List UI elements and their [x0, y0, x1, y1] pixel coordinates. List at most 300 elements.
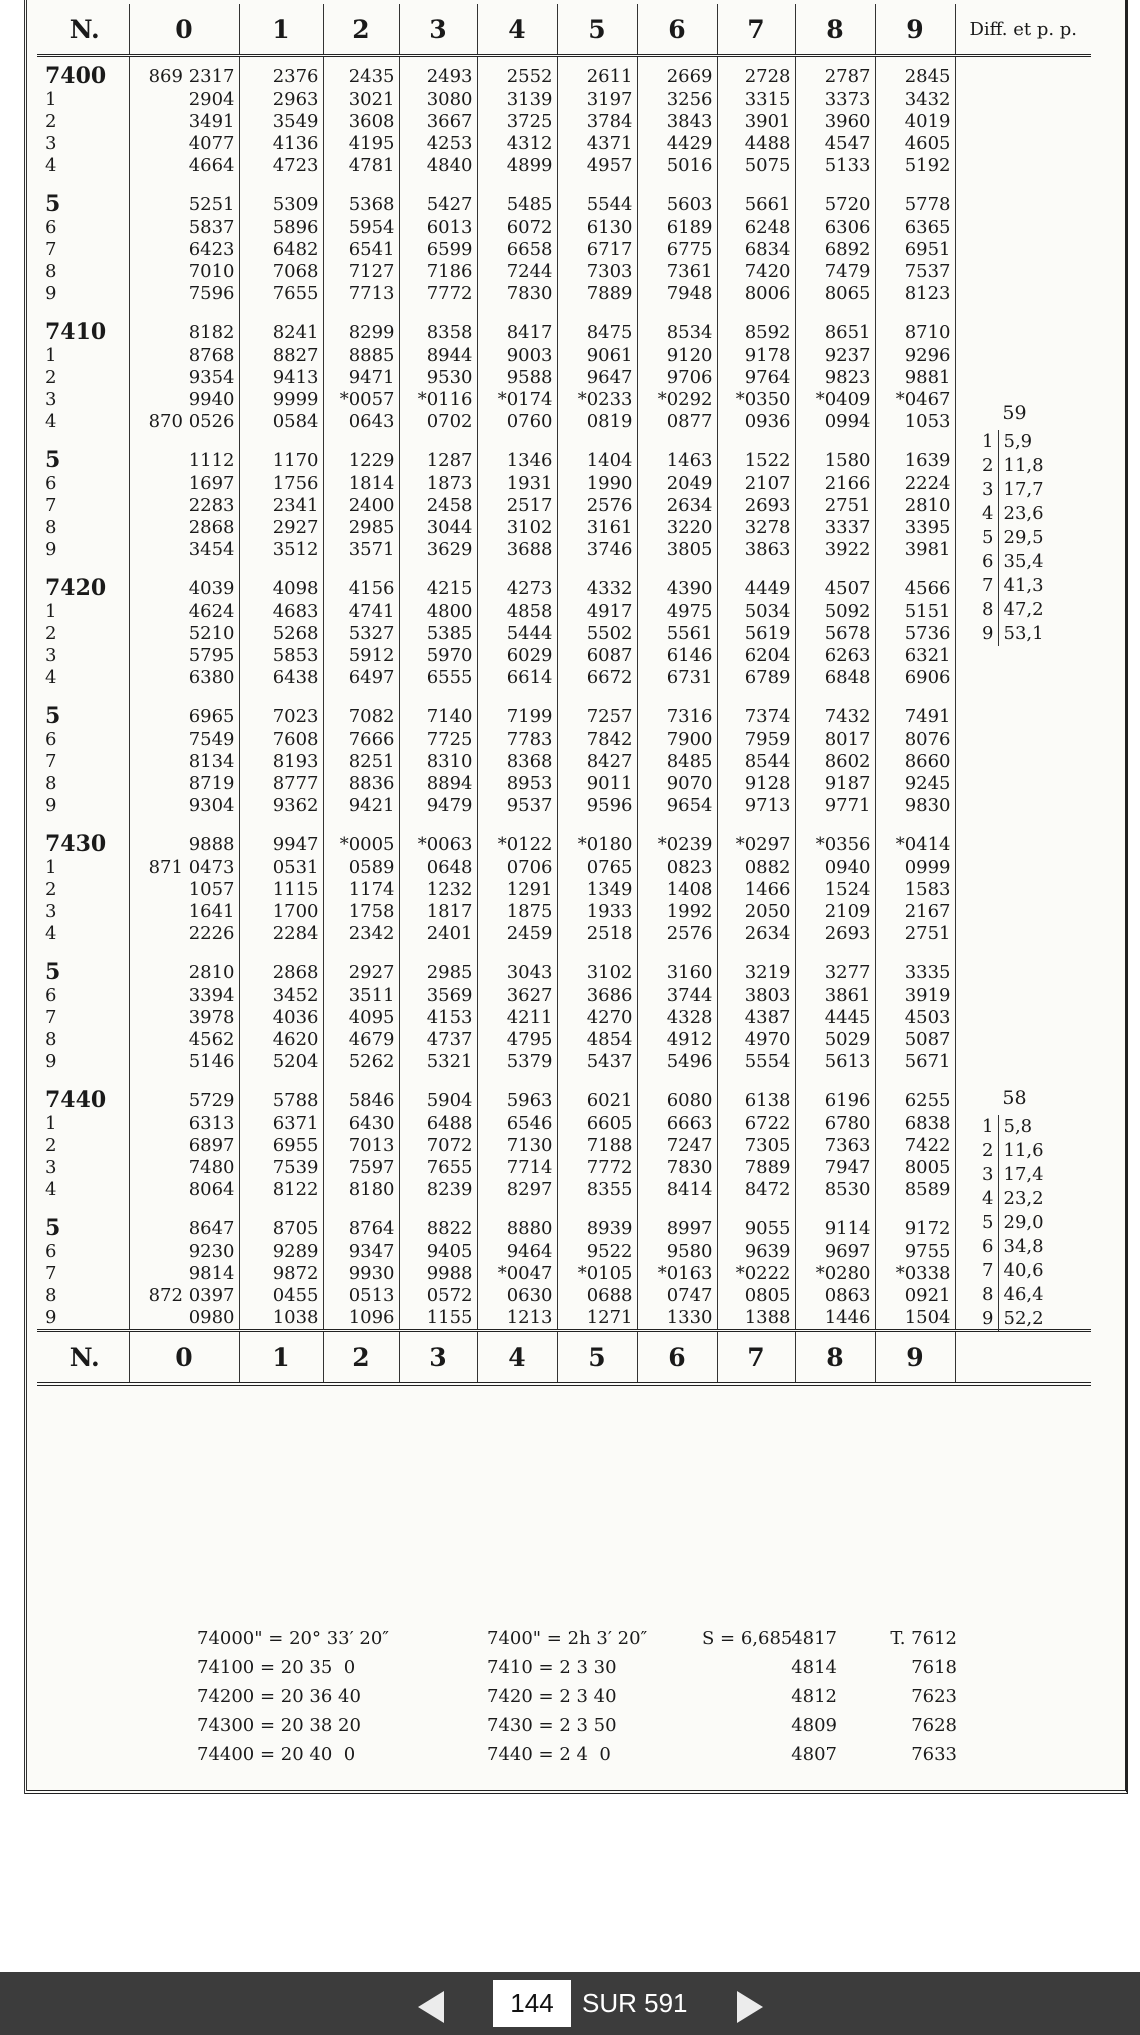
table-cell: 1992: [637, 901, 717, 923]
table-row: [37, 111, 1091, 133]
row-number: [37, 945, 129, 985]
arc-line: 74400 = 20 40 0: [197, 1744, 356, 1765]
table-cell: 2927: [239, 517, 323, 539]
s-label: S = 6,685: [702, 1628, 793, 1649]
table-cell: 870 0526: [129, 411, 239, 433]
proportional-parts-row: [976, 430, 1054, 454]
table-cell: 1408: [637, 879, 717, 901]
table-cell: 0584: [239, 411, 323, 433]
table-cell: 0760: [477, 411, 557, 433]
table-cell: 7549: [129, 729, 239, 751]
table-cell: 9061: [557, 345, 637, 367]
arc-conversions: [197, 1624, 389, 1769]
table-cell: 5795: [129, 645, 239, 667]
table-cell: 2868: [239, 945, 323, 985]
table-cell: 1580: [795, 433, 875, 473]
pp-digit: 4: [976, 1187, 999, 1211]
table-cell: 2166: [795, 473, 875, 495]
next-page-icon[interactable]: [737, 1991, 763, 2023]
table-row: [37, 1029, 1091, 1051]
table-cell: 5678: [795, 623, 875, 645]
row-number: 4: [45, 155, 57, 176]
t-value: T. 7612: [890, 1628, 957, 1649]
table-row: [37, 389, 1091, 411]
table-cell: 0940: [795, 857, 875, 879]
table-cell: 9999: [239, 389, 323, 411]
table-cell: 9654: [637, 795, 717, 817]
table-cell: 5379: [477, 1051, 557, 1073]
table-row: [37, 645, 1091, 667]
table-cell: 4737: [399, 1029, 477, 1051]
table-cell: 9413: [239, 367, 323, 389]
table-cell: 3901: [717, 111, 795, 133]
table-cell: 2728: [717, 56, 795, 90]
time-line: 7410 = 2 3 30: [487, 1657, 617, 1678]
table-cell: 3394: [129, 985, 239, 1007]
column-header-6: 6: [637, 4, 717, 56]
pp-value: 11,6: [1003, 1140, 1044, 1161]
table-cell: 5192: [875, 155, 955, 177]
table-cell: 8122: [239, 1179, 323, 1201]
table-row: [37, 901, 1091, 923]
table-cell: *0116: [399, 389, 477, 411]
table-cell: 8427: [557, 751, 637, 773]
table-cell: 0630: [477, 1285, 557, 1307]
table-cell: 8880: [477, 1201, 557, 1241]
table-row: [37, 689, 1091, 729]
table-cell: 6780: [795, 1113, 875, 1135]
table-cell: 1990: [557, 473, 637, 495]
table-cell: 4795: [477, 1029, 557, 1051]
table-cell: 7422: [875, 1135, 955, 1157]
table-cell: 6255: [875, 1073, 955, 1113]
row-number: [37, 56, 129, 90]
table-cell: 4620: [239, 1029, 323, 1051]
table-cell: 3861: [795, 985, 875, 1007]
table-cell: 6892: [795, 239, 875, 261]
row-number: 6: [45, 1241, 57, 1262]
table-cell: 5502: [557, 623, 637, 645]
table-row: [37, 433, 1091, 473]
table-row: [37, 817, 1091, 857]
t-value: 7623: [911, 1686, 957, 1707]
table-cell: 9988: [399, 1263, 477, 1285]
table-cell: 3080: [399, 89, 477, 111]
table-cell: 9237: [795, 345, 875, 367]
table-cell: 6497: [323, 667, 399, 689]
table-cell: 2669: [637, 56, 717, 90]
row-number: [37, 689, 129, 729]
pp-digit: 7: [976, 574, 999, 598]
s-values: [717, 1624, 837, 1769]
table-cell: 4077: [129, 133, 239, 155]
table-cell: 1404: [557, 433, 637, 473]
table-cell: 4664: [129, 155, 239, 177]
row-number: 1: [45, 601, 57, 622]
table-cell: 8534: [637, 305, 717, 345]
table-cell: 3395: [875, 517, 955, 539]
table-cell: 7772: [557, 1157, 637, 1179]
table-row: [37, 155, 1091, 177]
table-cell: 9814: [129, 1263, 239, 1285]
table-cell: 4912: [637, 1029, 717, 1051]
table-cell: 8180: [323, 1179, 399, 1201]
page-total-label: SUR 591: [582, 1988, 688, 2018]
table-cell: *0122: [477, 817, 557, 857]
proportional-parts-row: [976, 1211, 1054, 1235]
table-cell: *0356: [795, 817, 875, 857]
table-cell: *0057: [323, 389, 399, 411]
table-cell: 7363: [795, 1135, 875, 1157]
table-cell: 2109: [795, 901, 875, 923]
table-cell: 3627: [477, 985, 557, 1007]
row-number: 2: [45, 367, 57, 388]
table-cell: 4858: [477, 601, 557, 623]
table-row: [37, 517, 1091, 539]
table-cell: 8414: [637, 1179, 717, 1201]
table-cell: 6072: [477, 217, 557, 239]
pp-value: 5,8: [1003, 1116, 1033, 1137]
row-number: 3: [45, 645, 57, 666]
table-row: [37, 945, 1091, 985]
table-cell: 5970: [399, 645, 477, 667]
column-header-2: 2: [323, 1331, 399, 1385]
table-cell: 9706: [637, 367, 717, 389]
table-cell: 8417: [477, 305, 557, 345]
table-cell: 5846: [323, 1073, 399, 1113]
table-cell: 7361: [637, 261, 717, 283]
table-cell: *0063: [399, 817, 477, 857]
table-cell: 8358: [399, 305, 477, 345]
row-number-major: 5: [45, 1215, 61, 1241]
column-header-5: 5: [557, 4, 637, 56]
table-cell: 1271: [557, 1307, 637, 1331]
table-cell: *0414: [875, 817, 955, 857]
table-cell: 5146: [129, 1051, 239, 1073]
table-cell: 8822: [399, 1201, 477, 1241]
table-cell: 4800: [399, 601, 477, 623]
table-cell: 2751: [795, 495, 875, 517]
table-cell: 2552: [477, 56, 557, 90]
table-cell: *0005: [323, 817, 399, 857]
row-number: 8: [45, 517, 57, 538]
table-cell: 6663: [637, 1113, 717, 1135]
pp-digit: 5: [976, 1211, 999, 1235]
table-cell: 4153: [399, 1007, 477, 1029]
column-header-8: 8: [795, 1331, 875, 1385]
row-number: 6: [45, 217, 57, 238]
table-cell: 872 0397: [129, 1285, 239, 1307]
table-cell: 6423: [129, 239, 239, 261]
pp-digit: 4: [976, 502, 999, 526]
column-header-2: 2: [323, 4, 399, 56]
table-cell: 9639: [717, 1241, 795, 1263]
previous-page-icon[interactable]: [418, 1991, 444, 2023]
table-cell: 869 2317: [129, 56, 239, 90]
logarithm-table: [37, 4, 1091, 1386]
proportional-parts-row: [976, 1235, 1054, 1259]
table-cell: 9245: [875, 773, 955, 795]
table-cell: 4624: [129, 601, 239, 623]
row-number-major: 5: [45, 959, 61, 985]
table-cell: 4019: [875, 111, 955, 133]
pp-digit: 3: [976, 478, 999, 502]
table-cell: 8123: [875, 283, 955, 305]
table-cell: 2376: [239, 56, 323, 90]
proportional-parts-row: [976, 478, 1054, 502]
table-cell: 4273: [477, 561, 557, 601]
table-cell: 3960: [795, 111, 875, 133]
table-cell: 871 0473: [129, 857, 239, 879]
table-cell: 1229: [323, 433, 399, 473]
column-header-5: 5: [557, 1331, 637, 1385]
table-cell: 4215: [399, 561, 477, 601]
table-cell: 3688: [477, 539, 557, 561]
table-cell: 3452: [239, 985, 323, 1007]
table-cell: 7303: [557, 261, 637, 283]
table-cell: 1758: [323, 901, 399, 923]
table-cell: 2400: [323, 495, 399, 517]
pp-digit: 1: [976, 1115, 999, 1139]
table-cell: *0280: [795, 1263, 875, 1285]
table-cell: 9522: [557, 1241, 637, 1263]
table-cell: 0980: [129, 1307, 239, 1331]
proportional-parts-row: [976, 454, 1054, 478]
table-cell: 4917: [557, 601, 637, 623]
table-cell: 7900: [637, 729, 717, 751]
table-cell: 1817: [399, 901, 477, 923]
table-row: [37, 857, 1091, 879]
table-cell: 8368: [477, 751, 557, 773]
table-cell: 3511: [323, 985, 399, 1007]
table-cell: 8647: [129, 1201, 239, 1241]
table-cell: 2459: [477, 923, 557, 945]
table-cell: 4449: [717, 561, 795, 601]
table-cell: 2224: [875, 473, 955, 495]
column-header-0: 0: [129, 4, 239, 56]
table-row: [37, 751, 1091, 773]
table-cell: 0936: [717, 411, 795, 433]
table-cell: 8006: [717, 283, 795, 305]
table-cell: 9172: [875, 1201, 955, 1241]
table-cell: 1446: [795, 1307, 875, 1331]
table-cell: 5544: [557, 177, 637, 217]
table-cell: 6717: [557, 239, 637, 261]
table-cell: 7783: [477, 729, 557, 751]
table-cell: 5087: [875, 1029, 955, 1051]
table-row: [37, 1285, 1091, 1307]
proportional-parts-row: [976, 1139, 1054, 1163]
table-cell: 8475: [557, 305, 637, 345]
table-cell: 9070: [637, 773, 717, 795]
table-cell: 3337: [795, 517, 875, 539]
table-cell: 2518: [557, 923, 637, 945]
column-header-n: N.: [37, 1331, 129, 1385]
table-cell: 5092: [795, 601, 875, 623]
table-cell: 7188: [557, 1135, 637, 1157]
table-cell: 6365: [875, 217, 955, 239]
table-cell: 0921: [875, 1285, 955, 1307]
row-number-major: 7410: [45, 319, 107, 345]
table-cell: 0877: [637, 411, 717, 433]
table-cell: 8592: [717, 305, 795, 345]
t-value: 7618: [911, 1657, 957, 1678]
row-number: [37, 561, 129, 601]
row-number: 7: [45, 751, 57, 772]
time-line: 7400" = 2h 3′ 20″: [487, 1628, 648, 1649]
table-cell: 8485: [637, 751, 717, 773]
table-cell: 9003: [477, 345, 557, 367]
table-cell: 9588: [477, 367, 557, 389]
table-row: [37, 305, 1091, 345]
s-value: 4812: [791, 1686, 837, 1707]
table-cell: 4095: [323, 1007, 399, 1029]
table-cell: 8239: [399, 1179, 477, 1201]
row-number: 1: [45, 1113, 57, 1134]
table-cell: 7479: [795, 261, 875, 283]
proportional-parts-row: [976, 1187, 1054, 1211]
table-cell: 5385: [399, 623, 477, 645]
s-value: 4817: [791, 1628, 837, 1649]
table-cell: 7316: [637, 689, 717, 729]
pp-digit: 1: [976, 430, 999, 454]
table-cell: 2283: [129, 495, 239, 517]
row-number: 1: [45, 89, 57, 110]
table-cell: 6204: [717, 645, 795, 667]
table-cell: 5268: [239, 623, 323, 645]
pp-digit: 8: [976, 1283, 999, 1307]
table-cell: 6614: [477, 667, 557, 689]
table-cell: 2845: [875, 56, 955, 90]
table-cell: 1112: [129, 433, 239, 473]
table-row: [37, 1307, 1091, 1331]
table-cell: 1700: [239, 901, 323, 923]
table-cell: 5496: [637, 1051, 717, 1073]
table-cell: 5444: [477, 623, 557, 645]
table-cell: 9128: [717, 773, 795, 795]
table-cell: 5729: [129, 1073, 239, 1113]
pp-digit: 5: [976, 526, 999, 550]
table-cell: 6541: [323, 239, 399, 261]
pp-digit: 2: [976, 1139, 999, 1163]
table-cell: 6321: [875, 645, 955, 667]
table-cell: 7539: [239, 1157, 323, 1179]
table-cell: 3102: [477, 517, 557, 539]
row-number: [37, 177, 129, 217]
table-cell: *0467: [875, 389, 955, 411]
table-cell: 8894: [399, 773, 477, 795]
table-cell: 7772: [399, 283, 477, 305]
table-cell: 9947: [239, 817, 323, 857]
table-cell: 4723: [239, 155, 323, 177]
table-row: [37, 56, 1091, 90]
table-cell: 6313: [129, 1113, 239, 1135]
table-cell: 4488: [717, 133, 795, 155]
row-number: 4: [45, 1179, 57, 1200]
table-cell: 9230: [129, 1241, 239, 1263]
table-cell: 4390: [637, 561, 717, 601]
table-cell: 7714: [477, 1157, 557, 1179]
table-row: [37, 217, 1091, 239]
row-number: 8: [45, 261, 57, 282]
table-cell: 1641: [129, 901, 239, 923]
row-number: 3: [45, 901, 57, 922]
table-cell: 9713: [717, 795, 795, 817]
pp-value: 46,4: [1003, 1284, 1044, 1305]
table-cell: 3784: [557, 111, 637, 133]
table-cell: 4970: [717, 1029, 795, 1051]
table-cell: 6731: [637, 667, 717, 689]
row-number: 9: [45, 1307, 57, 1328]
column-header-9: 9: [875, 4, 955, 56]
table-cell: 5837: [129, 217, 239, 239]
table-cell: 5912: [323, 645, 399, 667]
table-cell: 3608: [323, 111, 399, 133]
row-number-major: 5: [45, 191, 61, 217]
table-cell: 5427: [399, 177, 477, 217]
page-navigator: [0, 1972, 1140, 2035]
table-cell: 1639: [875, 433, 955, 473]
table-cell: 3491: [129, 111, 239, 133]
table-cell: 6722: [717, 1113, 795, 1135]
table-cell: 7889: [557, 283, 637, 305]
table-cell: 5309: [239, 177, 323, 217]
proportional-parts-row: [976, 1283, 1054, 1307]
table-cell: 4840: [399, 155, 477, 177]
row-number: 8: [45, 773, 57, 794]
pp-value: 11,8: [1003, 455, 1044, 476]
table-row: [37, 561, 1091, 601]
table-cell: 5904: [399, 1073, 477, 1113]
table-cell: 6838: [875, 1113, 955, 1135]
pp-digit: 3: [976, 1163, 999, 1187]
table-cell: 2435: [323, 56, 399, 90]
table-cell: 5671: [875, 1051, 955, 1073]
table-cell: 2576: [637, 923, 717, 945]
table-cell: 6080: [637, 1073, 717, 1113]
table-cell: 5321: [399, 1051, 477, 1073]
table-cell: 6196: [795, 1073, 875, 1113]
table-cell: 9471: [323, 367, 399, 389]
table-cell: 8297: [477, 1179, 557, 1201]
table-cell: 4211: [477, 1007, 557, 1029]
table-cell: 3686: [557, 985, 637, 1007]
table-row: [37, 985, 1091, 1007]
table-cell: 8017: [795, 729, 875, 751]
table-cell: 0531: [239, 857, 323, 879]
proportional-parts-block: [976, 1087, 1054, 1331]
table-cell: 3803: [717, 985, 795, 1007]
table-cell: 1931: [477, 473, 557, 495]
table-cell: 3863: [717, 539, 795, 561]
row-number: 2: [45, 1135, 57, 1156]
table-cell: 7420: [717, 261, 795, 283]
table-cell: 7666: [323, 729, 399, 751]
table-cell: 7608: [239, 729, 323, 751]
row-number-major: 5: [45, 447, 61, 473]
table-cell: 2401: [399, 923, 477, 945]
table-cell: 9647: [557, 367, 637, 389]
table-cell: 6906: [875, 667, 955, 689]
table-cell: 5368: [323, 177, 399, 217]
table-cell: 5963: [477, 1073, 557, 1113]
page-number-input[interactable]: 144: [493, 1980, 571, 2027]
row-number: 6: [45, 473, 57, 494]
proportional-parts-row: [976, 1307, 1054, 1331]
column-header-n: N.: [37, 4, 129, 56]
table-cell: *0047: [477, 1263, 557, 1285]
column-header-8: 8: [795, 4, 875, 56]
